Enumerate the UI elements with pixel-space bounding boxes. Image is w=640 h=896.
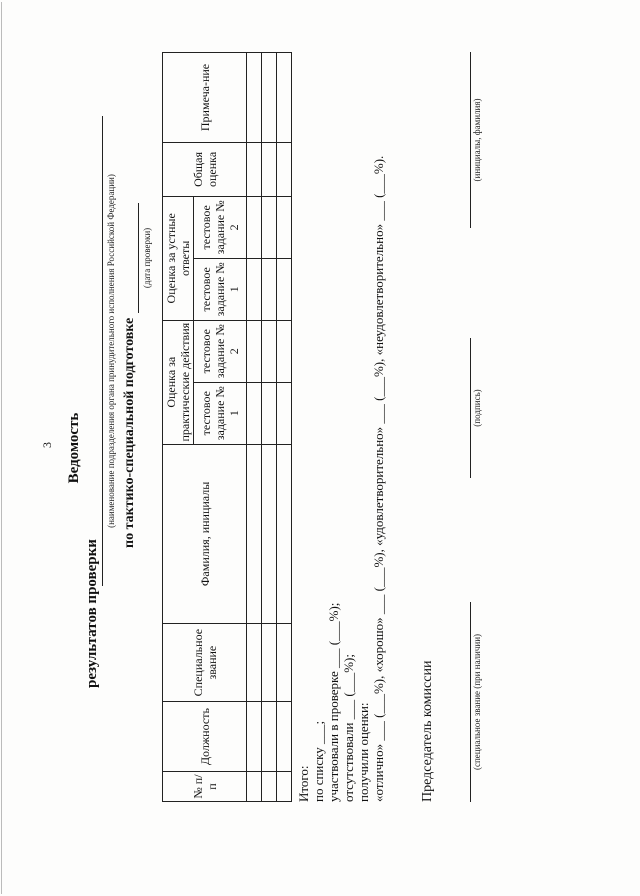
table-cell	[247, 53, 262, 143]
table-cell	[247, 444, 262, 624]
page-number: 3	[40, 442, 54, 448]
results-absent: отсутствовали ___ (___%);	[341, 653, 356, 802]
header-note: Примеча-ние	[163, 53, 247, 143]
header-overall: Общая оценка	[163, 142, 247, 196]
document-subtitle: по тактико-специальной подготовке	[122, 317, 137, 548]
table-cell	[247, 624, 262, 702]
name-signature-line	[470, 52, 471, 228]
table-cell	[277, 320, 292, 382]
header-oral-group: Оценка за устные ответы	[163, 196, 194, 320]
rank-caption: (специальное звание (при наличии)	[472, 633, 482, 771]
results-grades-label: получили оценки:	[356, 702, 371, 802]
header-practical-group: Оценка за практические действия	[163, 320, 194, 444]
results-by-list: по списку ___;	[311, 720, 326, 802]
table-row	[262, 53, 277, 802]
rotated-document	[40, 48, 600, 848]
table-cell	[262, 772, 277, 802]
rank-signature-line	[470, 602, 471, 802]
table-cell	[262, 196, 277, 258]
results-label: результатов проверки	[84, 539, 100, 688]
table-cell	[262, 444, 277, 624]
date-caption: (дата проверки)	[142, 227, 152, 289]
results-participated: участвовали в проверке ___ (___%);	[326, 602, 341, 802]
table-cell	[247, 320, 262, 382]
table-cell	[262, 53, 277, 143]
table-cell	[247, 142, 262, 196]
unit-caption: (наименование подразделения органа принудительного исполнения Российской Федерации)	[106, 174, 116, 528]
table-cell	[247, 196, 262, 258]
header-position: Должность	[163, 702, 247, 772]
date-underline	[138, 203, 139, 313]
table-cell	[262, 320, 277, 382]
name-caption: (инициалы, фамилия)	[472, 98, 482, 182]
signature-line	[470, 338, 471, 478]
results-total: Итого:	[296, 765, 311, 802]
table-cell	[262, 382, 277, 444]
header-rank: Специальное звание	[163, 624, 247, 702]
table-cell	[277, 772, 292, 802]
header-oral-test-2: тестовое задание № 2	[194, 196, 247, 258]
header-oral-test-1: тестовое задание № 1	[194, 258, 247, 320]
signature-caption: (подпись)	[472, 389, 482, 427]
table-cell	[262, 702, 277, 772]
table-cell	[277, 382, 292, 444]
header-practical-test-1: тестовое задание № 1	[194, 382, 247, 444]
document-title: Ведомость	[66, 412, 82, 484]
table-cell	[277, 702, 292, 772]
table-body	[247, 53, 292, 802]
table-cell	[277, 53, 292, 143]
header-num: № п/п	[163, 772, 247, 802]
table-row	[247, 53, 262, 802]
table-cell	[277, 444, 292, 624]
unit-underline	[102, 116, 103, 586]
table-cell	[247, 258, 262, 320]
header-practical-test-2: тестовое задание № 2	[194, 320, 247, 382]
results-grades-line: «отлично» ___ (___%), «хорошо» ___ (___%), «удовлетворительно» ___ (___%), «неудовлетворительно» ___ (___%).	[371, 155, 386, 802]
table-cell	[247, 772, 262, 802]
table-cell	[247, 382, 262, 444]
table-cell	[277, 196, 292, 258]
header-name: Фамилия, инициалы	[163, 444, 247, 624]
chairman-label: Председатель комиссии	[420, 660, 435, 802]
table-cell	[262, 624, 277, 702]
table-cell	[277, 258, 292, 320]
results-summary	[296, 156, 386, 802]
results-table	[162, 52, 292, 802]
table-cell	[277, 624, 292, 702]
table-cell	[277, 142, 292, 196]
table-row	[277, 53, 292, 802]
table-cell	[247, 702, 262, 772]
table-cell	[262, 142, 277, 196]
table-cell	[262, 258, 277, 320]
